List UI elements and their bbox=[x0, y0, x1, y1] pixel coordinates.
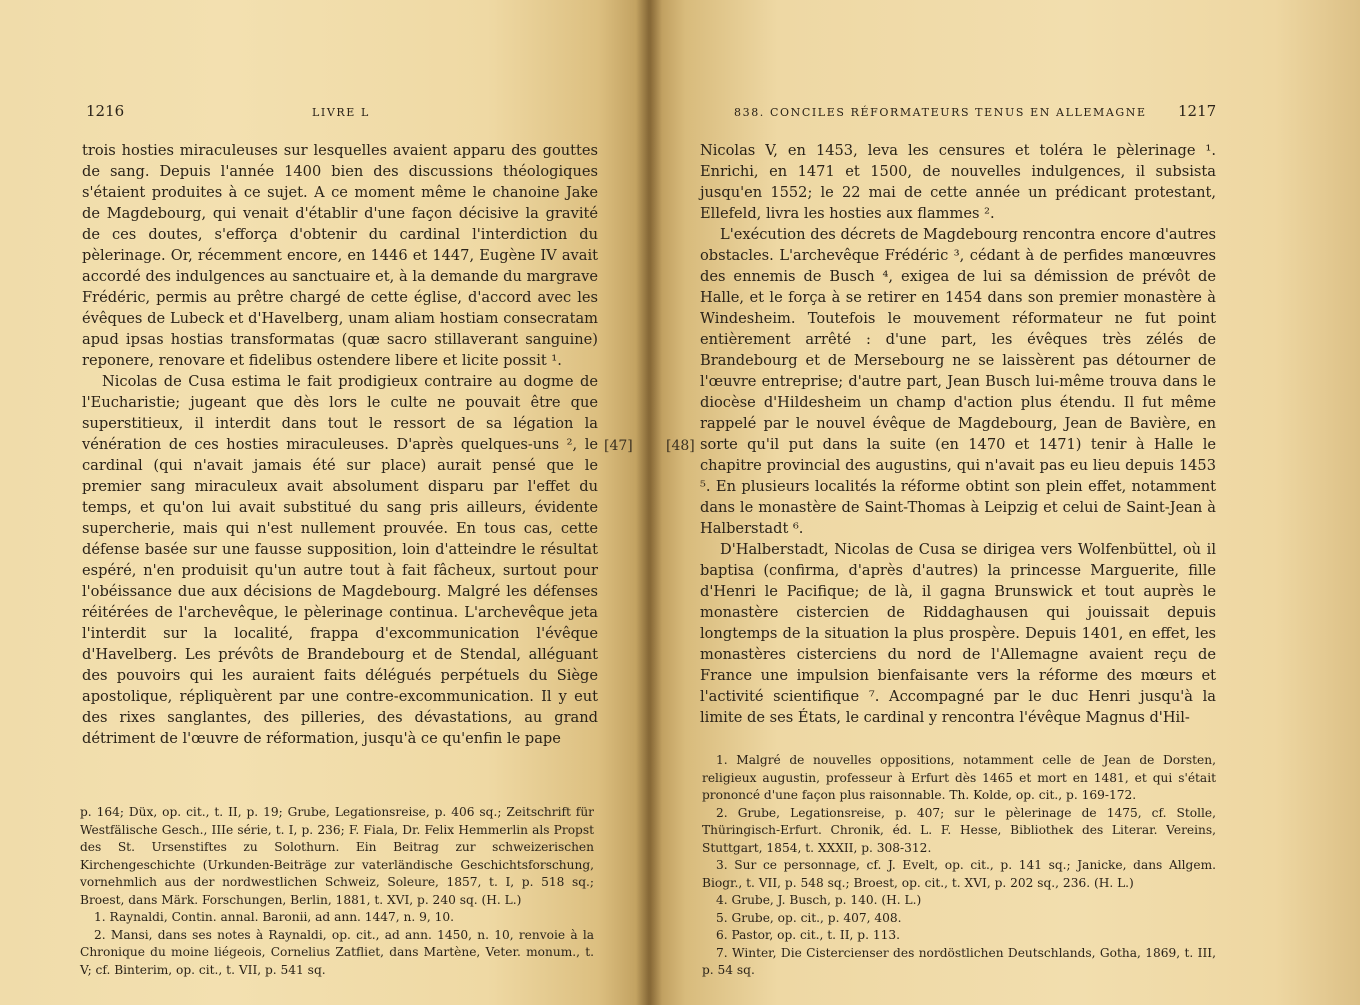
page-number-right: 1217 bbox=[1178, 102, 1217, 120]
right-body bbox=[700, 140, 1216, 728]
left-footnotes bbox=[80, 804, 594, 979]
left-page bbox=[0, 0, 650, 1005]
right-footnotes bbox=[702, 752, 1216, 980]
left-body bbox=[82, 140, 598, 749]
footnote: 6. Pastor, op. cit., t. II, p. 113. bbox=[716, 928, 900, 942]
paragraph: D'Halberstadt, Nicolas de Cusa se dirigea vers Wolfenbüttel, où il baptisa (confirma, d'après d'autres) la princesse Marguerite, fille d'Henri le Pacifique; de là, il gagna Brunswick et tout auprès le monastère cistercien de Riddaghausen qui jouissait depuis longtemps de la situation la plus prospère. Depuis 1401, en effet, les monastères cisterciens du nord de l'Allemagne avaient reçu de France une impulsion bienfaisante vers la réforme des mœurs et l'activité scientifique ⁷. Accompagné par le duc Henri jusqu'à la limite de ses États, le cardinal y rencontra l'évêque Magnus d'Hil- bbox=[700, 541, 1216, 726]
running-head-right: 838. CONCILES RÉFORMATEURS TENUS EN ALLEMAGNE bbox=[734, 106, 1147, 119]
footnote: 2. Grube, Legationsreise, p. 407; sur le pèlerinage de 1475, cf. Stolle, Thüringisch-Erfurt. Chronik, éd. L. F. Hesse, Bibliothek des Literar. Vereins, Stuttgart, 1854, t. XXXII, p. 308-312. bbox=[702, 805, 1216, 855]
margin-marker-left: [47] bbox=[604, 438, 633, 454]
page-number-left: 1216 bbox=[86, 102, 125, 120]
footnote: 5. Grube, op. cit., p. 407, 408. bbox=[716, 910, 902, 925]
footnote: 3. Sur ce personnage, cf. J. Evelt, op. cit., p. 141 sq.; Janicke, dans Allgem. Biogr., t. VII, p. 548 sq.; Broest, op. cit., t. XVI, p. 202 sq., 236. (H. L.) bbox=[702, 858, 1216, 890]
running-head-left: LIVRE L bbox=[312, 106, 370, 119]
footnote: 4. Grube, J. Busch, p. 140. (H. L.) bbox=[716, 893, 922, 907]
footnote: p. 164; Düx, op. cit., t. II, p. 19; Grube, Legationsreise, p. 406 sq.; Zeitschrift für Westfälische Gesch., IIIe série, t. I, p. 236; F. Fiala, Dr. Felix Hemmerlin als Propst des St. Ursenstiftes zu Solothurn. Ein Beitrag zur schweizerischen Kirchengeschichte (Urkunden-Beiträge zur vaterländische Geschichtsforschung, vornehmlich aus der nordwestlichen Schweiz, Soleure, 1857, t. I, p. 518 sq.; Broest, dans Märk. Forschungen, Berlin, 1881, t. XVI, p. 240 sq. (H. L.) bbox=[80, 805, 594, 907]
paragraph: Nicolas de Cusa estima le fait prodigieux contraire au dogme de l'Eucharistie; jugeant que dès lors le culte ne pouvait être que superstitieux, il interdit dans tout le ressort de sa légation la vénération de ces hosties miraculeuses. D'après quelques-uns ², le cardinal (qui n'avait jamais été sur place) aurait pensé que le premier sang miraculeux avait absolument disparu par l'effet du temps, et qu'on lui avait substitué du sang pris ailleurs, évidente supercherie, mais qui n'est nullement prouvée. En tous cas, cette défense basée sur une fausse supposition, loin d'atteindre le résultat espéré, n'en produisit qu'un autre tout à fait fâcheux, surtout pour l'obéissance due aux décisions de Magdebourg. Malgré les défenses réitérées de l'archevêque, le pèlerinage continua. L'archevêque jeta l'interdit sur la localité, frappa d'excommunication l'évêque d'Havelberg. Les prévôts de Brandebourg et de Stendal, alléguant des pouvoirs qui les auraient faits délégués perpétuels du Siège apostolique, répliquèrent par une contre-excommunication. Il y eut des rixes sanglantes, des pilleries, des dévastations, au grand détriment de l'œuvre de réformation, jusqu'à ce qu'enfin le pape bbox=[82, 373, 598, 747]
footnote: 7. Winter, Die Cistercienser des nordöstlichen Deutschlands, Gotha, 1869, t. III, p. 54 sq. bbox=[702, 945, 1216, 977]
footnote: 1. Malgré de nouvelles oppositions, notamment celle de Jean de Dorsten, religieux augustin, professeur à Erfurt dès 1465 et mort en 1481, et qui s'était prononcé d'une façon plus raisonnable. Th. Kolde, op. cit., p. 169-172. bbox=[702, 753, 1216, 802]
footnote: 2. Mansi, dans ses notes à Raynaldi, op. cit., ad ann. 1450, n. 10, renvoie à la Chronique du moine liégeois, Cornelius Zatfliet, dans Martène, Veter. monum., t. V; cf. Binterim, op. cit., t. VII, p. 541 sq. bbox=[80, 927, 594, 977]
margin-marker-right: [48] bbox=[666, 438, 695, 454]
book-gutter bbox=[636, 0, 662, 1005]
paragraph: trois hosties miraculeuses sur lesquelles avaient apparu des gouttes de sang. Depuis l'année 1400 bien des discussions théologiques s'étaient produites à ce sujet. A ce moment même le chanoine Jake de Magdebourg, qui venait d'établir d'une façon décisive la gravité de ces doutes, s'efforça d'obtenir du cardinal l'interdiction du pèlerinage. Or, récemment encore, en 1446 et 1447, Eugène IV avait accordé des indulgences au sanctuaire et, à la demande du margrave Frédéric, permis au prêtre chargé de cette église, d'accord avec les évêques de Lubeck et d'Havelberg, unam aliam hostiam consecratam apud ipsas hostias transformatas (quæ sacro stillaverant sanguine) reponere, renovare et fidelibus ostendere libere et licite possit ¹. bbox=[82, 142, 598, 369]
footnote: 1. Raynaldi, Contin. annal. Baronii, ad ann. 1447, n. 9, 10. bbox=[94, 910, 455, 924]
paragraph: L'exécution des décrets de Magdebourg rencontra encore d'autres obstacles. L'archevêque Frédéric ³, cédant à de perfides manœuvres des ennemis de Busch ⁴, exigea de lui sa démission de prévôt de Halle, et le força à se retirer en 1454 dans son premier monastère à Windesheim. Toutefois le mouvement réformateur ne fut point entièrement arrêté : d'une part, les évêques très zélés de Brandebourg et de Mersebourg ne se laissèrent pas détourner de l'œuvre entreprise; d'autre part, Jean Busch lui-même trouva dans le diocèse d'Hildesheim un champ d'action plus étendu. Il fut même rappelé par le nouvel évêque de Magdebourg, Jean de Bavière, en sorte qu'il put dans la suite (en 1470 et 1471) tenir à Halle le chapitre provincial des augustins, qui n'avait pas eu lieu depuis 1453 ⁵. En plusieurs localités la réforme obtint son plein effet, notamment dans le monastère de Saint-Thomas à Leipzig et celui de Saint-Jean à Halberstadt ⁶. bbox=[700, 226, 1216, 537]
right-page bbox=[650, 0, 1360, 1005]
paragraph: Nicolas V, en 1453, leva les censures et toléra le pèlerinage ¹. Enrichi, en 1471 et 1500, de nouvelles indulgences, il subsista jusqu'en 1552; le 22 mai de cette année un prédicant protestant, Ellefeld, livra les hosties aux flammes ². bbox=[700, 142, 1216, 222]
